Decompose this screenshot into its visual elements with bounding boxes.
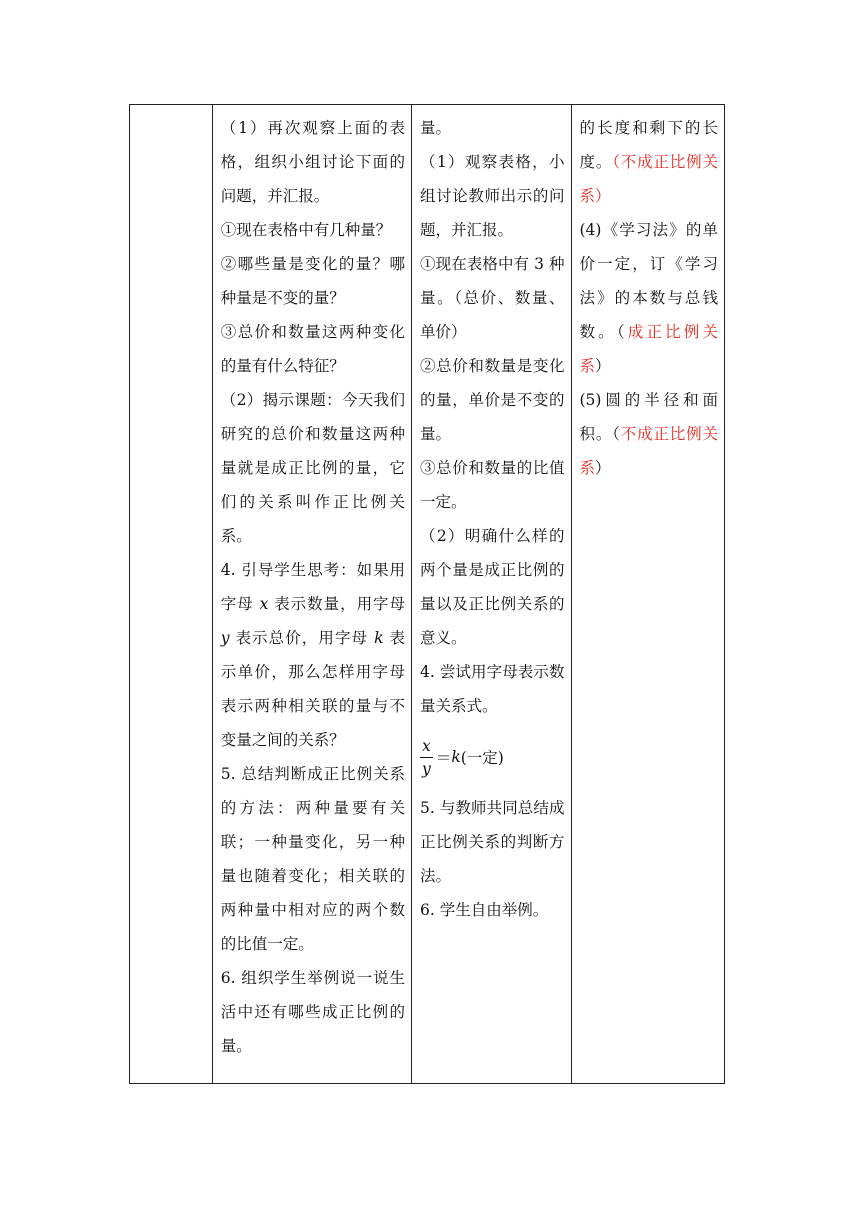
paragraph [580, 111, 719, 213]
text: (5)圆的半径和面积。（ [579, 391, 718, 443]
equals: ＝ [435, 749, 452, 767]
paragraph [580, 213, 719, 383]
paragraph: 5. 总结判断成正比例关系的方法：两种量要有关联；一种量变化，另一种量也随着变化；相关联的两种量中相对应的两个数的比值一定。 [220, 765, 406, 953]
text: 表示总价，用字母 [229, 629, 375, 647]
paragraph: 6. 组织学生举例说一说生活中还有哪些成正比例的量。 [220, 969, 406, 1055]
paragraph: ①现在表格中有 3 种量。（总价、数量、单价） [420, 255, 565, 341]
column-exercise [572, 105, 725, 1083]
formula-tail: (一定) [460, 749, 504, 767]
answer-red: 成正比例关系 [579, 323, 718, 375]
text: 表示单价，那么怎样用字母表示两种相关联的量与不变量之间的关系？ [220, 629, 406, 749]
text: 表示数量，用字母 [268, 595, 406, 613]
paragraph: （2）揭示课题：今天我们研究的总价和数量这两种量就是成正比例的量，它们的关系叫作正比例关系。 [220, 391, 406, 545]
paragraph: ②哪些量是变化的量？哪种量是不变的量？ [220, 255, 406, 307]
paragraph [580, 383, 719, 485]
denominator: y [422, 759, 431, 778]
paragraph: （1）观察表格，小组讨论教师出示的问题，并汇报。 [420, 153, 565, 239]
paragraph: ①现在表格中有几种量？ [220, 221, 392, 239]
paragraph: ③总价和数量的比值一定。 [420, 459, 565, 511]
variable-y: y [220, 629, 230, 647]
text: 4. 引导学生思考：如果用字母 [220, 561, 406, 613]
text: (4)《学习法》的单价一定，订《学习法》的本数与总钱数。（ [579, 221, 718, 341]
lesson-table [129, 104, 725, 1084]
text: ） [595, 459, 611, 477]
text: ） [595, 357, 611, 375]
column-stage [130, 105, 213, 1083]
fraction [420, 735, 433, 780]
column-teacher-activity [213, 105, 412, 1083]
paragraph [221, 553, 405, 757]
numerator: x [420, 735, 433, 758]
variable-x: x [259, 595, 269, 613]
paragraph: 6. 学生自由举例。 [420, 901, 549, 919]
variable-k: k [451, 748, 461, 766]
answer-red: （不成正比例关系） [579, 153, 718, 205]
paragraph: 4. 尝试用字母表示数量关系式。 [420, 663, 565, 715]
variable-k: k [374, 629, 384, 647]
paragraph: 量。 [420, 119, 452, 137]
paragraph: ③总价和数量这两种变化的量有什么特征？ [220, 323, 406, 375]
formula [420, 723, 564, 791]
paragraph: ②总价和数量是变化的量，单价是不变的量。 [420, 357, 565, 443]
paragraph: （1）再次观察上面的表格，组织小组讨论下面的问题，并汇报。 [220, 119, 406, 205]
column-student-activity [412, 105, 571, 1083]
text: 的长度和剩下的长度。 [579, 119, 718, 171]
answer-red: 不成正比例关系 [579, 425, 718, 477]
paragraph: 5. 与教师共同总结成正比例关系的判断方法。 [420, 799, 565, 885]
paragraph: （2）明确什么样的两个量是成正比例的量以及正比例关系的意义。 [420, 527, 565, 647]
